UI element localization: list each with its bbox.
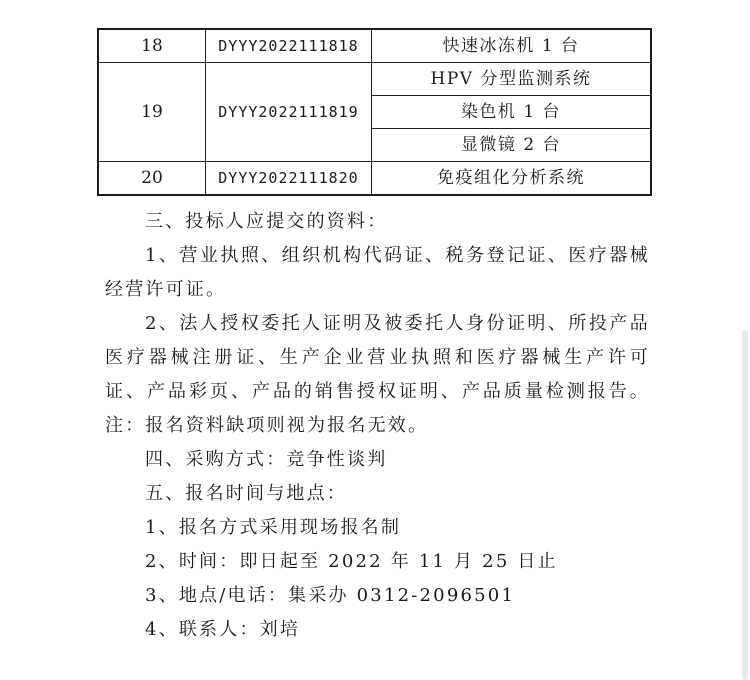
row-number: 18 (98, 29, 206, 63)
registration-item-1: 1、报名方式采用现场报名制 (145, 517, 402, 538)
table-row (98, 162, 651, 196)
registration-item-2: 2、时间：即日起至 2022 年 11 月 25 日止 (145, 551, 558, 572)
item-name: 染色机 1 台 (372, 96, 652, 129)
item-code: DYYY2022111818 (206, 29, 372, 63)
materials-heading: 三、投标人应提交的资料： (145, 211, 388, 232)
row-number: 20 (98, 162, 206, 196)
registration-item-4: 4、联系人：刘培 (145, 619, 301, 640)
registration-item-3: 3、地点/电话：集采办 0312-2096501 (145, 585, 516, 606)
item-name: 快速冰冻机 1 台 (372, 29, 652, 63)
table-row (98, 63, 651, 96)
equipment-table (97, 28, 652, 196)
item-code: DYYY2022111819 (206, 63, 372, 162)
materials-item-1: 1、营业执照、组织机构代码证、税务登记证、医疗器械经营许可证。 (105, 245, 650, 300)
table-row (98, 29, 651, 63)
registration-heading: 五、报名时间与地点： (145, 483, 347, 504)
row-number: 19 (98, 63, 206, 162)
item-code: DYYY2022111820 (206, 162, 372, 196)
item-name: 显微镜 2 台 (372, 129, 652, 162)
procurement-method: 四、采购方式：竞争性谈判 (145, 449, 388, 470)
document-body (105, 205, 650, 647)
materials-item-2: 2、法人授权委托人证明及被委托人身份证明、所投产品医疗器械注册证、生产企业营业执照和医疗器械生产许可证、产品彩页、产品的销售授权证明、产品质量检测报告。注：报名资料缺项则视为报名无效。 (105, 313, 650, 436)
item-name: 免疫组化分析系统 (372, 162, 652, 196)
item-name: HPV 分型监测系统 (372, 63, 652, 96)
scrollbar[interactable] (742, 330, 748, 680)
